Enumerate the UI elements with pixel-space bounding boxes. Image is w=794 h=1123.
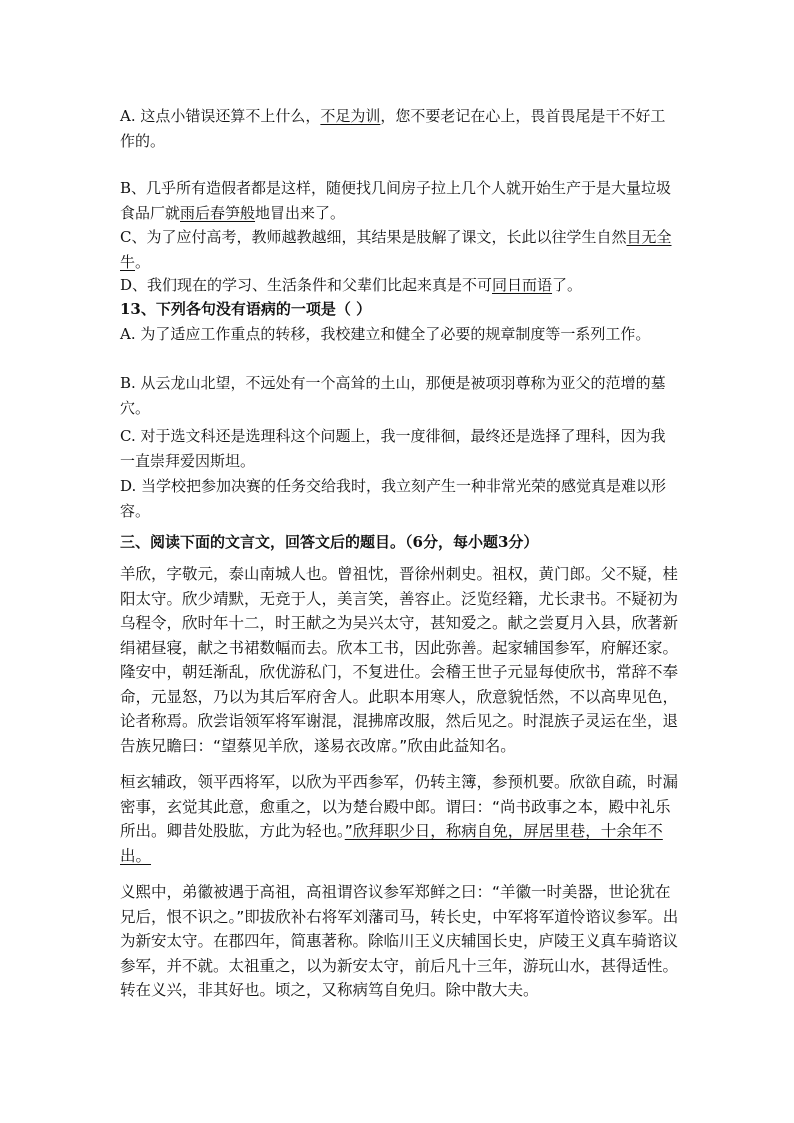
passage-p2-text: 桓玄辅政，领平西将军，以欣为平西参军，仍转主簿，参预机要。欣欲自疏，时漏密事，玄觉其此意，愈重之，以为楚台殿中郎。谓曰：“尚书政事之本，殿中礼乐所出。卿昔处股肱，方此为轻也。	[120, 773, 679, 840]
option-c-text-end: 。	[135, 252, 151, 271]
option-a-prev	[120, 104, 680, 153]
option-b-prev	[120, 176, 680, 225]
option-b-text-end: 地冒出来了。	[255, 203, 346, 222]
option-a-text-end: ，您不要老记在心上，畏首畏尾是干不好工作的。	[120, 107, 666, 150]
q13-option-c: C. 对于选文科还是选理科这个问题上，我一度徘徊，最终还是选择了理科，因为我一直崇拜爱因斯坦。	[120, 427, 666, 470]
option-b-idiom: 雨后春笋般	[180, 203, 256, 222]
option-c-prev	[120, 225, 680, 274]
option-a-text: A. 这点小错误还算不上什么，	[120, 107, 321, 125]
option-d-text: D、我们现在的学习、生活条件和父辈们比起来真是不可	[120, 276, 493, 294]
passage-paragraph-3: 义熙中，弟徽被遇于高祖，高祖谓咨议参军郑鲜之曰：“羊徽一时美器，世论犹在兄后，恨不识之。”即拔欣补右将军刘藩司马，转长史，中军将军道怜谘议参军。出为新安太守。在郡四年，简惠著称。除临川王义庆辅国长史，庐陵王义真车骑谘议参军，并不就。太祖重之，以为新安太守，前后凡十三年，游玩山水，甚得适性。转在义兴，非其好也。顷之，又称病笃自免归。除中散大夫。	[120, 883, 679, 999]
option-d-idiom: 同日而语	[492, 276, 553, 294]
question-13-title: 13、下列各句没有语病的一项是（ ）	[120, 300, 372, 318]
q13-option-b: B. 从云龙山北望，不远处有一个高耸的土山，那便是被项羽尊称为亚父的范增的墓穴。	[120, 374, 666, 417]
passage-paragraph-1: 羊欣，字敬元，泰山南城人也。曾祖忱，晋徐州刺史。祖权，黄门郎。父不疑，桂阳太守。欣少靖默，无竞于人，美言笑，善容止。泛览经籍，尤长隶书。不疑初为乌程令，欣时年十二，时王献之为吴兴太守，甚知爱之。献之尝夏月入县，欣著新绢裙昼寝，献之书裙数幅而去。欣本工书，因此弥善。起家辅国参军，府解还家。隆安中，朝廷渐乱，欣优游私门，不复进仕。会稽王世子元显每使欣书，常辞不奉命，元显怒，乃以为其后军府舍人。此职本用寒人，欣意貌恬然，不以高卑见色，论者称焉。欣尝诣领军将军谢混，混拂席改服，然后见之。时混族子灵运在坐，退告族兄瞻曰：“望蔡见羊欣，遂易衣改席。”欣由此益知名。	[120, 565, 679, 755]
option-c-text: C、为了应付高考，教师越教越细，其结果是肢解了课文，长此以往学生自然	[120, 228, 627, 246]
section-3-title: 三、阅读下面的文言文，回答文后的题目。（6分，每小题3分）	[120, 533, 539, 551]
option-a-idiom: 不足为训	[320, 107, 381, 125]
option-d-prev	[120, 273, 680, 298]
passage-p2-underlined: ”欣拜职少日，称病自免，屏居里巷，十余年不出。	[120, 822, 663, 865]
q13-option-a: A. 为了适应工作重点的转移，我校建立和健全了必要的规章制度等一系列工作。	[120, 325, 651, 343]
q13-option-d: D. 当学校把参加决赛的任务交给我时，我立刻产生一种非常光荣的感觉真是难以形容。	[120, 477, 667, 520]
option-d-text-end: 了。	[552, 276, 583, 294]
option-b-text: B、几乎所有造假者都是这样，随便找几间房子拉上几个人就开始生产于是大量垃圾食品厂就	[120, 179, 672, 222]
passage-paragraph-2	[120, 770, 680, 868]
option-c-idiom: 目无全牛	[120, 228, 672, 271]
